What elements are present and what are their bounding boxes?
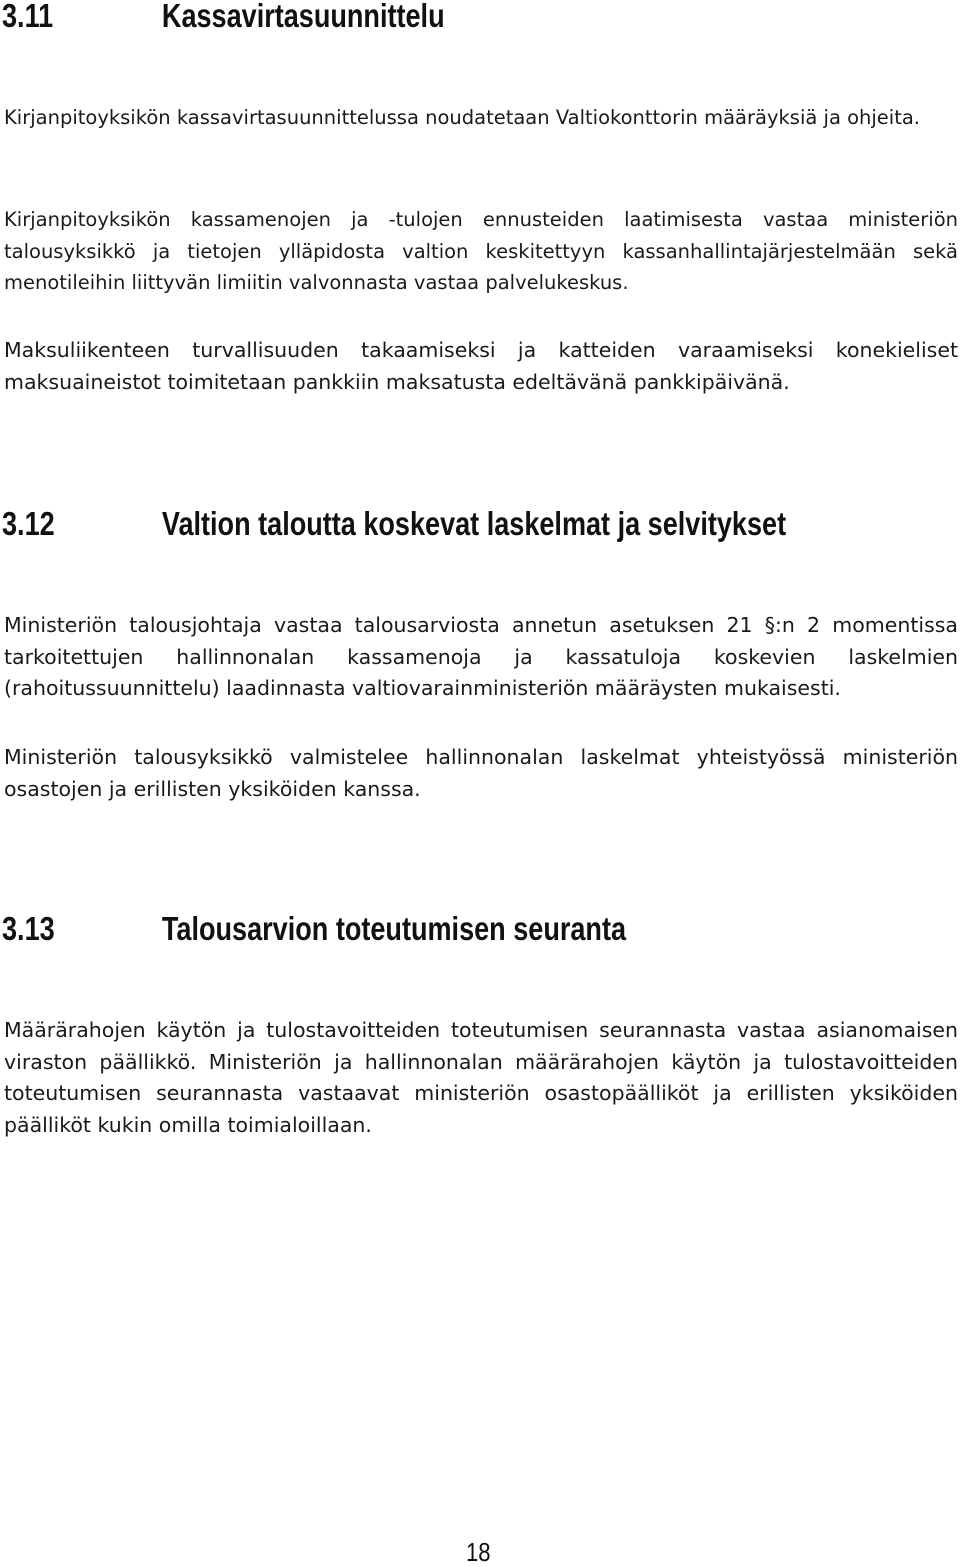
section-heading-3-12 (2, 504, 786, 544)
paragraph: Kirjanpitoyksikön kassamenojen ja -tulojen ennusteiden laatimisesta vastaa ministeriön talousyksikkö ja tietojen ylläpidosta valtion keskitettyyn kassanhallintajärjestelmään sekä menotileihin liittyvän limiitin valvonnasta vastaa palvelukeskus. (4, 208, 958, 294)
paragraph: Ministeriön talousjohtaja vastaa talousarviosta annetun asetuksen 21 §:n 2 momentissa tarkoitettujen hallinnonalan kassamenoja ja kassatuloja koskevien laskelmien (rahoitussuunnittelu) laadinnasta valtiovarainministeriön määräysten mukaisesti. (4, 613, 958, 700)
paragraph: Ministeriön talousyksikkö valmistelee hallinnonalan laskelmat yhteistyössä ministeriön osastojen ja erillisten yksiköiden kanssa. (4, 745, 958, 801)
paragraph: Maksuliikenteen turvallisuuden takaamiseksi ja katteiden varaamiseksi konekieliset maksuaineistot toimitetaan pankkiin maksatusta edeltävänä pankkipäivänä. (4, 338, 958, 394)
section-number: 3.11 (2, 0, 54, 34)
paragraph: Kirjanpitoyksikön kassavirtasuunnittelussa noudatetaan Valtiokonttorin määräyksiä ja ohjeita. (4, 106, 921, 129)
paragraph: Määrärahojen käytön ja tulostavoitteiden toteutumisen seurannasta vastaa asianomaisen viraston päällikkö. Ministeriön ja hallinnonalan määrärahojen käytön ja tulostavoitteiden toteutumisen seurannasta vastaavat ministeriön osastopäälliköt ja erillisten yksiköiden päälliköt kukin omilla toimialoillaan. (4, 1018, 958, 1137)
section-number: 3.13 (2, 910, 55, 947)
section-heading-3-11 (2, 0, 445, 36)
section-title: Talousarvion toteutumisen seuranta (161, 910, 627, 947)
page-number: 18 (466, 1537, 491, 1567)
section-title: Valtion taloutta koskevat laskelmat ja selvitykset (161, 505, 787, 542)
section-number: 3.12 (2, 505, 55, 542)
section-title: Kassavirtasuunnittelu (161, 0, 445, 34)
section-heading-3-13 (2, 909, 626, 949)
